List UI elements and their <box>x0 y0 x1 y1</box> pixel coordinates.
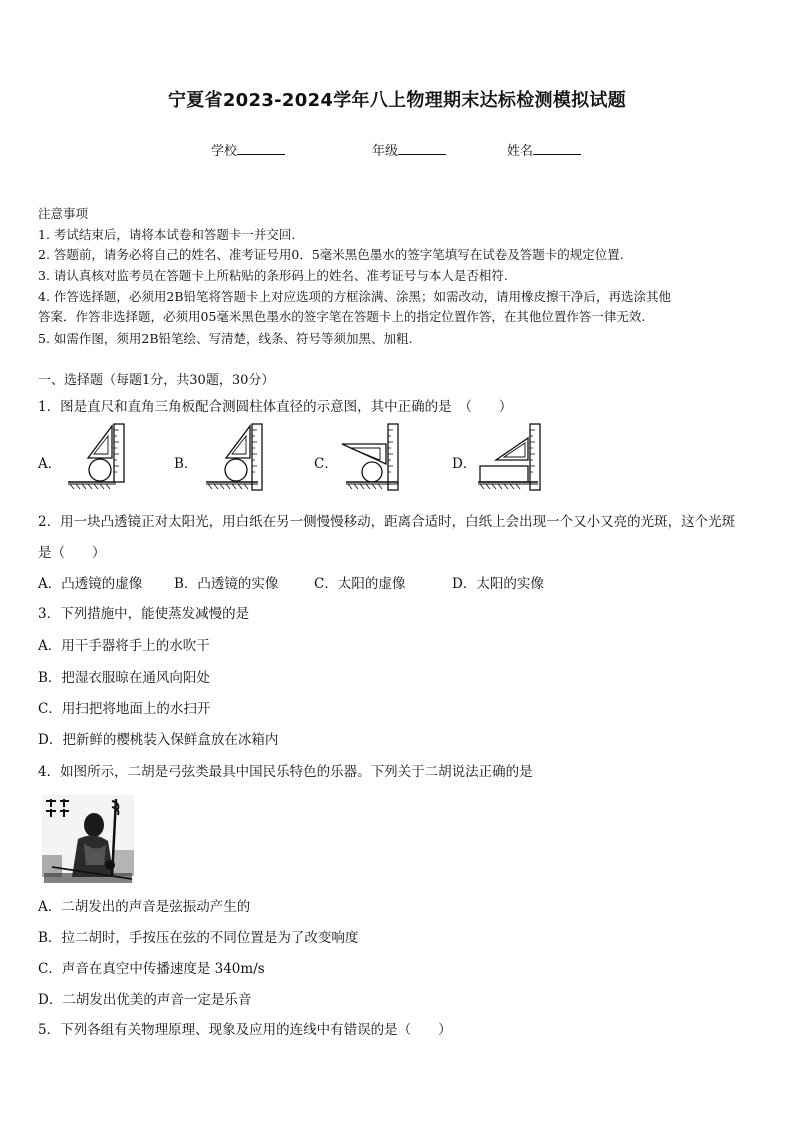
q1-option-b-label: B． <box>174 456 198 472</box>
notice-item: 2. 答题前，请务必将自己的姓名、准考证号用0．5毫米黑色墨水的签字笔填写在试卷及答题卡的规定位置. <box>38 247 624 262</box>
notice-heading: 注意事项 <box>38 206 89 221</box>
school-field <box>211 140 285 159</box>
q4-option-d: D．二胡发出优美的声音一定是乐音 <box>38 992 252 1008</box>
notice-item: 4. 作答选择题，必须用2B铅笔将答题卡上对应选项的方框涂满、涂黑；如需改动，请用橡皮擦干净后，再选涂其他 <box>38 289 672 304</box>
grade-blank <box>398 142 446 155</box>
q1-figure-a <box>66 422 134 492</box>
question-2-stem: 2．用一块凸透镜正对太阳光，用白纸在另一侧慢慢移动，距离合适时，白纸上会出现一个又小又亮的光斑，这个光斑 <box>38 514 736 530</box>
name-field <box>507 140 581 159</box>
notice-item: 3. 请认真核对监考员在答题卡上所粘贴的条形码上的姓名、准考证号与本人是否相符. <box>38 268 508 283</box>
q2-option-d: D．太阳的实像 <box>452 576 544 592</box>
notice-item: 1. 考试结束后，请将本试卷和答题卡一并交回. <box>38 227 296 242</box>
question-5-stem: 5．下列各组有关物理原理、现象及应用的连线中有错误的是（ ） <box>38 1022 452 1038</box>
question-2-stem-cont: 是（ ） <box>38 545 106 561</box>
q2-option-c: C．太阳的虚像 <box>314 576 406 592</box>
grade-field <box>372 140 446 159</box>
page-title: 宁夏省2023-2024学年八上物理期末达标检测模拟试题 <box>167 90 627 111</box>
grade-label: 年级 <box>372 144 399 159</box>
question-3-stem: 3．下列措施中，能使蒸发减慢的是 <box>38 606 250 622</box>
erhu-player-image <box>42 795 134 883</box>
q1-figure-d <box>476 422 552 492</box>
school-label: 学校 <box>211 144 238 159</box>
section-heading: 一、选择题（每题1分，共30题，30分） <box>38 373 275 388</box>
q3-option-d: D．把新鲜的樱桃装入保鲜盒放在冰箱内 <box>38 732 279 748</box>
q1-figure-c <box>340 422 412 492</box>
notice-item: 答案．作答非选择题，必须用05毫米黑色墨水的签字笔在答题卡上的指定位置作答，在其他位置作答一律无效. <box>38 309 646 324</box>
notice-item: 5. 如需作图，须用2B铅笔绘、写清楚，线条、符号等须加黑、加粗. <box>38 331 413 346</box>
q4-option-c: C．声音在真空中传播速度是 340m/s <box>38 961 265 977</box>
q1-option-a-label: A． <box>38 456 62 472</box>
q1-figure-b <box>204 422 272 492</box>
question-4-stem: 4．如图所示，二胡是弓弦类最具中国民乐特色的乐器。下列关于二胡说法正确的是 <box>38 764 533 780</box>
q4-option-b: B．拉二胡时，手按压在弦的不同位置是为了改变响度 <box>38 930 359 946</box>
q2-option-b: B．凸透镜的实像 <box>174 576 279 592</box>
q1-option-c-label: C． <box>314 456 338 472</box>
name-blank <box>533 142 581 155</box>
q4-option-a: A．二胡发出的声音是弦振动产生的 <box>38 899 251 915</box>
q3-option-b: B．把湿衣服晾在通风向阳处 <box>38 670 210 686</box>
q2-option-a: A．凸透镜的虚像 <box>38 576 143 592</box>
school-blank <box>237 142 285 155</box>
q1-option-d-label: D． <box>452 456 477 472</box>
question-1-stem: 1．图是直尺和直角三角板配合测圆柱体直径的示意图，其中正确的是 （ ） <box>38 399 513 415</box>
q3-option-c: C．用扫把将地面上的水扫开 <box>38 701 211 717</box>
q3-option-a: A．用干手器将手上的水吹干 <box>38 638 210 654</box>
name-label: 姓名 <box>507 144 534 159</box>
